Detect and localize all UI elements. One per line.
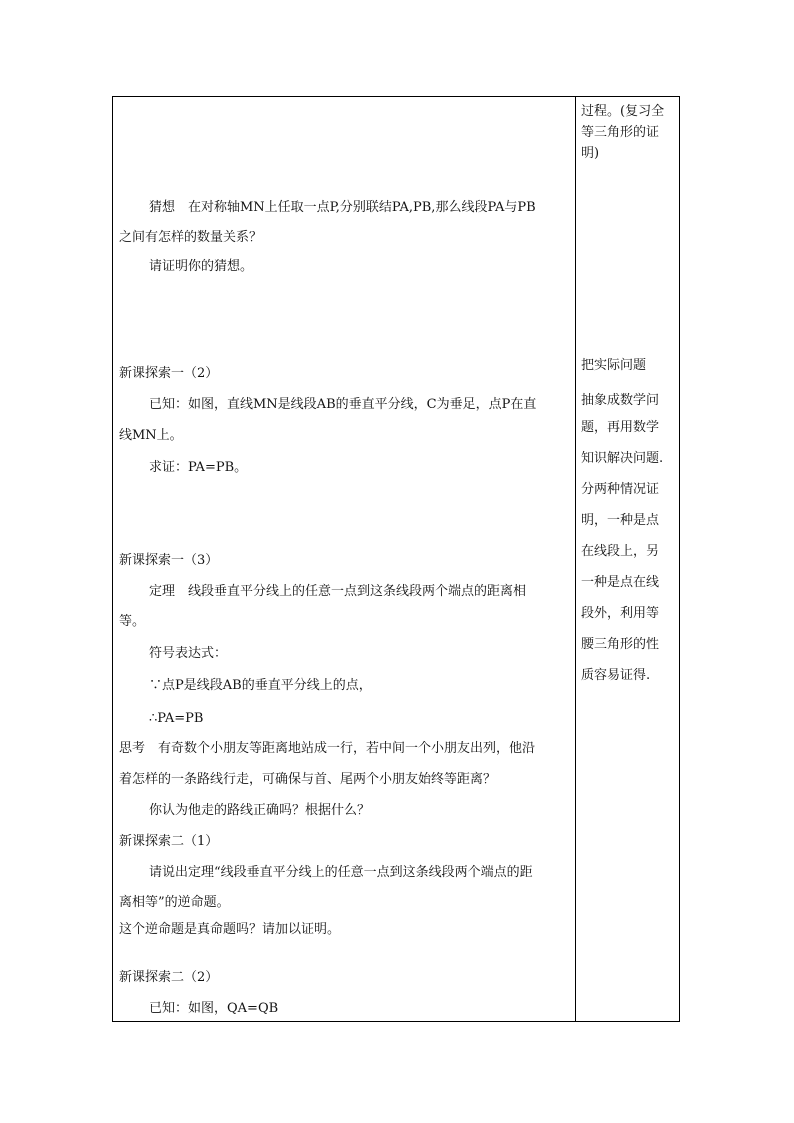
because-text: ∵点P是线段AB的垂直平分线上的点， xyxy=(149,678,372,693)
note-1-line-1: 过程。(复习全 xyxy=(581,104,665,119)
known-1-line-1: 已知：如图，直线MN是线段AB的垂直平分线，C为垂足，点P在直 xyxy=(149,397,537,412)
note-2-line-8: 一种是点在线 xyxy=(581,575,660,590)
known-2-text: 已知：如图，QA=QB xyxy=(149,1001,279,1016)
note-2-line-7: 在线段上，另 xyxy=(581,544,660,559)
note-2-line-10: 腰三角形的性 xyxy=(581,637,660,652)
note-2-line-2: 抽象成数学问 xyxy=(581,393,660,408)
note-2-line-1: 把实际问题 xyxy=(581,358,647,373)
section-2-1-title: 新课探索二（1） xyxy=(119,834,219,849)
section-1-2-title: 新课探索一（2） xyxy=(119,366,219,381)
note-2-line-11: 质容易证得. xyxy=(581,668,651,683)
converse-question: 这个逆命题是真命题吗？请加以证明。 xyxy=(119,922,341,937)
theorem-line-2: 等。 xyxy=(119,614,146,629)
think-question: 你认为他走的路线正确吗？根据什么？ xyxy=(149,803,371,818)
main-column xyxy=(113,97,575,1021)
note-2-line-5: 分两种情况证 xyxy=(581,482,660,497)
note-1-line-3: 明) xyxy=(581,146,600,161)
notes-column xyxy=(576,97,680,1021)
guess-line-1: 猜想 在对称轴MN上任取一点P,分别联结PA,PB,那么线段PA与PB xyxy=(149,200,536,215)
prove-guess-text: 请证明你的猜想。 xyxy=(149,259,254,274)
note-2-line-9: 段外，利用等 xyxy=(581,606,660,621)
think-line-1: 思考 有奇数个小朋友等距离地站成一行，若中间一个小朋友出列，他沿 xyxy=(119,741,536,756)
converse-line-1: 请说出定理“线段垂直平分线上的任意一点到这条线段两个端点的距 xyxy=(149,865,533,880)
prove-1-text: 求证：PA=PB。 xyxy=(149,460,248,475)
therefore-text: ∴PA=PB xyxy=(149,711,204,726)
symbol-expression-label: 符号表达式： xyxy=(149,646,228,661)
lesson-table xyxy=(112,96,680,1022)
guess-line-2: 之间有怎样的数量关系？ xyxy=(119,230,263,245)
think-line-2: 着怎样的一条路线行走，可确保与首、尾两个小朋友始终等距离？ xyxy=(119,772,497,787)
section-1-3-title: 新课探索一（3） xyxy=(119,553,219,568)
note-1-line-2: 等三角形的证 xyxy=(581,125,660,140)
note-2-line-4: 知识解决问题. xyxy=(581,451,664,466)
note-2-line-6: 明，一种是点 xyxy=(581,513,660,528)
known-1-line-2: 线MN上。 xyxy=(119,428,183,443)
theorem-line-1: 定理 线段垂直平分线上的任意一点到这条线段两个端点的距离相 xyxy=(149,584,527,599)
note-2-line-3: 题，再用数学 xyxy=(581,420,660,435)
converse-line-2: 离相等”的逆命题。 xyxy=(119,895,230,910)
section-2-2-title: 新课探索二（2） xyxy=(119,970,219,985)
